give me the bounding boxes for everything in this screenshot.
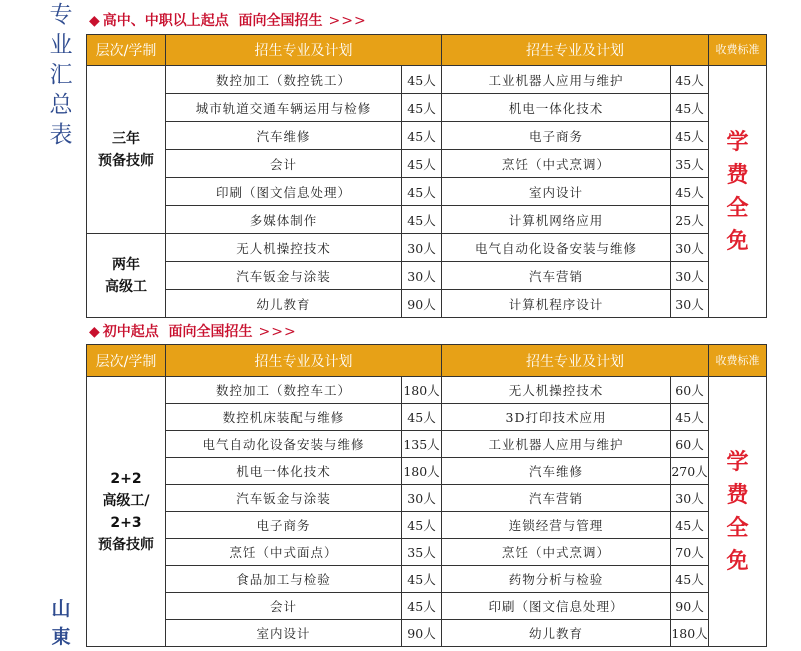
major-cell: 无人机操控技术 xyxy=(166,234,402,262)
header-plan-left: 招生专业及计划 xyxy=(166,35,442,66)
major-cell: 电气自动化设备安装与维修 xyxy=(166,431,402,458)
major-cell: 幼儿教育 xyxy=(442,620,671,647)
major-cell: 电气自动化设备安装与维修 xyxy=(442,234,671,262)
table-row xyxy=(87,178,767,206)
major-cell: 药物分析与检验 xyxy=(442,566,671,593)
table-row xyxy=(87,262,767,290)
major-cell: 汽车维修 xyxy=(166,122,402,150)
major-cell: 汽车钣金与涂装 xyxy=(166,485,402,512)
major-cell: 烹饪（中式烹调） xyxy=(442,539,671,566)
major-cell: 机电一体化技术 xyxy=(442,94,671,122)
quota-cell: 45人 xyxy=(402,66,442,94)
quota-cell: 30人 xyxy=(402,485,442,512)
level-line: 高级工 xyxy=(105,278,147,295)
major-cell: 烹饪（中式面点） xyxy=(166,539,402,566)
fee-char: 全 xyxy=(726,194,749,221)
quota-cell: 60人 xyxy=(671,431,709,458)
section-1-subtitle: 面向全国招生 xyxy=(238,13,323,29)
quota-cell: 70人 xyxy=(671,539,709,566)
quota-cell: 30人 xyxy=(402,262,442,290)
major-cell: 印刷（图文信息处理） xyxy=(166,178,402,206)
major-cell: 数控加工（数控车工） xyxy=(166,377,402,404)
table-header-row xyxy=(87,35,767,66)
quota-cell: 25人 xyxy=(671,206,709,234)
quota-cell: 45人 xyxy=(671,512,709,539)
level-cell xyxy=(87,234,166,318)
table-row xyxy=(87,66,767,94)
major-cell: 工业机器人应用与维护 xyxy=(442,431,671,458)
diamond-icon: ◆ xyxy=(89,13,100,29)
major-cell: 会计 xyxy=(166,150,402,178)
vertical-title xyxy=(46,0,76,150)
fee-char: 全 xyxy=(726,514,749,541)
quota-cell: 90人 xyxy=(671,593,709,620)
table-row xyxy=(87,234,767,262)
level-line: 三年 xyxy=(112,130,140,147)
major-cell: 汽车营销 xyxy=(442,485,671,512)
table-row xyxy=(87,620,767,647)
quota-cell: 45人 xyxy=(671,178,709,206)
vertical-bottom-char: 山 xyxy=(51,598,71,620)
table-row xyxy=(87,122,767,150)
table-row xyxy=(87,485,767,512)
major-cell: 食品加工与检验 xyxy=(166,566,402,593)
fee-char: 学 xyxy=(726,448,749,475)
table-row xyxy=(87,290,767,318)
table-row xyxy=(87,206,767,234)
major-cell: 工业机器人应用与维护 xyxy=(442,66,671,94)
vertical-title-char: 汇 xyxy=(49,62,73,88)
level-line: 2+2 xyxy=(110,470,142,487)
header-plan-right: 招生专业及计划 xyxy=(442,35,709,66)
level-line: 2+3 xyxy=(110,514,142,531)
quota-cell: 45人 xyxy=(402,178,442,206)
major-cell: 室内设计 xyxy=(442,178,671,206)
header-plan-left: 招生专业及计划 xyxy=(166,345,442,377)
quota-cell: 30人 xyxy=(671,262,709,290)
fee-char: 费 xyxy=(726,481,749,508)
quota-cell: 45人 xyxy=(402,512,442,539)
table-row xyxy=(87,404,767,431)
quota-cell: 45人 xyxy=(402,206,442,234)
major-cell: 烹饪（中式烹调） xyxy=(442,150,671,178)
major-cell: 汽车维修 xyxy=(442,458,671,485)
major-cell: 机电一体化技术 xyxy=(166,458,402,485)
major-cell: 连锁经营与管理 xyxy=(442,512,671,539)
level-cell xyxy=(87,66,166,234)
quota-cell: 45人 xyxy=(671,566,709,593)
vertical-title-char: 业 xyxy=(49,32,73,58)
major-cell: 会计 xyxy=(166,593,402,620)
major-cell: 室内设计 xyxy=(166,620,402,647)
quota-cell: 45人 xyxy=(402,122,442,150)
level-line: 高级工/ xyxy=(102,492,150,509)
section-2-title: 初中起点 xyxy=(102,324,159,340)
quota-cell: 45人 xyxy=(671,404,709,431)
section-1-arrows: >>> xyxy=(328,13,367,29)
quota-cell: 35人 xyxy=(671,150,709,178)
quota-cell: 180人 xyxy=(402,458,442,485)
table-row xyxy=(87,512,767,539)
major-cell: 计算机网络应用 xyxy=(442,206,671,234)
diamond-icon: ◆ xyxy=(89,324,100,340)
section-1-heading xyxy=(89,10,367,30)
major-cell: 汽车营销 xyxy=(442,262,671,290)
major-cell: 3D打印技术应用 xyxy=(442,404,671,431)
major-cell: 计算机程序设计 xyxy=(442,290,671,318)
quota-cell: 45人 xyxy=(402,593,442,620)
level-cell xyxy=(87,377,166,647)
quota-cell: 270人 xyxy=(671,458,709,485)
quota-cell: 45人 xyxy=(402,94,442,122)
header-level: 层次/学制 xyxy=(87,35,166,66)
section-1-title: 高中、中职以上起点 xyxy=(102,13,229,29)
quota-cell: 180人 xyxy=(671,620,709,647)
quota-cell: 90人 xyxy=(402,290,442,318)
fee-char: 免 xyxy=(726,227,749,254)
major-cell: 多媒体制作 xyxy=(166,206,402,234)
fee-char: 费 xyxy=(726,161,749,188)
major-cell: 数控机床装配与维修 xyxy=(166,404,402,431)
table-row xyxy=(87,431,767,458)
level-line: 预备技师 xyxy=(98,536,154,553)
header-fee: 收费标准 xyxy=(709,345,767,377)
quota-cell: 35人 xyxy=(402,539,442,566)
table-header-row xyxy=(87,345,767,377)
table-row xyxy=(87,593,767,620)
major-cell: 数控加工（数控铣工） xyxy=(166,66,402,94)
major-cell: 电子商务 xyxy=(442,122,671,150)
major-cell: 城市轨道交通车辆运用与检修 xyxy=(166,94,402,122)
header-level: 层次/学制 xyxy=(87,345,166,377)
fee-char: 免 xyxy=(726,547,749,574)
quota-cell: 45人 xyxy=(671,94,709,122)
header-fee: 收费标准 xyxy=(709,35,767,66)
quota-cell: 45人 xyxy=(402,404,442,431)
major-cell: 无人机操控技术 xyxy=(442,377,671,404)
section-2-arrows: >>> xyxy=(258,324,297,340)
major-cell: 汽车钣金与涂装 xyxy=(166,262,402,290)
table-row xyxy=(87,458,767,485)
quota-cell: 30人 xyxy=(671,485,709,512)
vertical-title-char: 表 xyxy=(49,122,73,148)
section-2-subtitle: 面向全国招生 xyxy=(168,324,253,340)
vertical-title-char: 专 xyxy=(49,2,73,28)
quota-cell: 30人 xyxy=(402,234,442,262)
section-2-heading xyxy=(89,321,297,341)
quota-cell: 45人 xyxy=(671,122,709,150)
quota-cell: 60人 xyxy=(671,377,709,404)
major-cell: 印刷（图文信息处理） xyxy=(442,593,671,620)
vertical-bottom-char: 東 xyxy=(51,626,71,648)
quota-cell: 45人 xyxy=(402,566,442,593)
quota-cell: 30人 xyxy=(671,234,709,262)
fee-free-cell xyxy=(709,66,767,318)
vertical-title-char: 总 xyxy=(49,92,73,118)
section-1-table xyxy=(86,34,767,318)
table-row xyxy=(87,566,767,593)
vertical-bottom-text xyxy=(46,595,76,651)
header-plan-right: 招生专业及计划 xyxy=(442,345,709,377)
table-row xyxy=(87,150,767,178)
table-row xyxy=(87,94,767,122)
level-line: 预备技师 xyxy=(98,152,154,169)
fee-char: 学 xyxy=(726,128,749,155)
quota-cell: 135人 xyxy=(402,431,442,458)
section-2-table xyxy=(86,344,767,647)
quota-cell: 30人 xyxy=(671,290,709,318)
quota-cell: 45人 xyxy=(671,66,709,94)
fee-free-cell xyxy=(709,377,767,647)
level-line: 两年 xyxy=(112,256,140,273)
quota-cell: 45人 xyxy=(402,150,442,178)
major-cell: 电子商务 xyxy=(166,512,402,539)
table-row xyxy=(87,377,767,404)
quota-cell: 90人 xyxy=(402,620,442,647)
quota-cell: 180人 xyxy=(402,377,442,404)
major-cell: 幼儿教育 xyxy=(166,290,402,318)
table-row xyxy=(87,539,767,566)
